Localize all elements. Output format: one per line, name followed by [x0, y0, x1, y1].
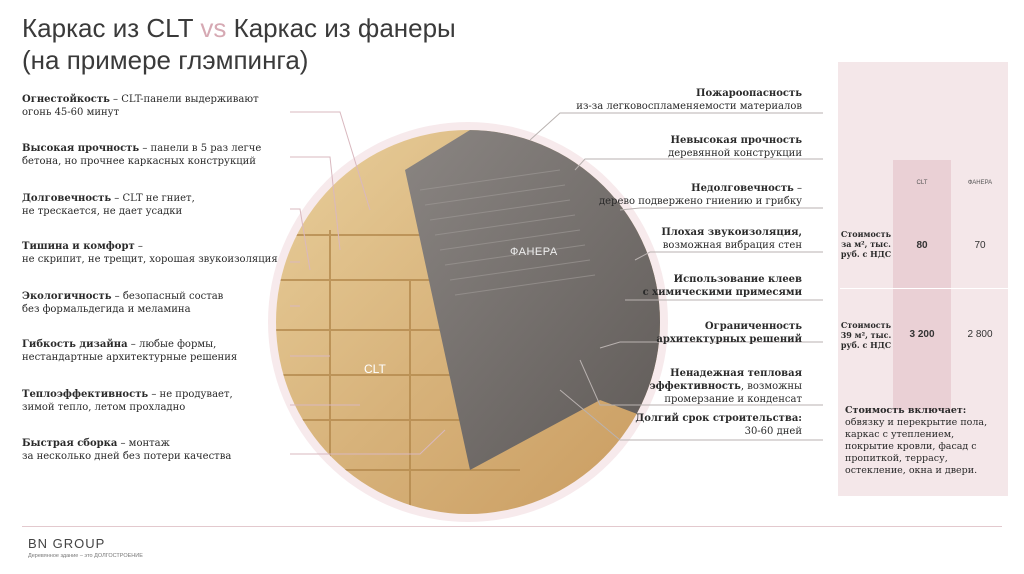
feature-high-strength: Высокая прочность – панели в 5 раз легче бетона, но прочнее каркасных конструкций	[22, 143, 262, 167]
feature-fire-hazard: Пожароопасность из-за легковоспламеняемости материалов	[576, 88, 802, 112]
feature-short-lifespan: Недолговечность – дерево подвержено гниению и грибку	[598, 183, 802, 207]
title-subtitle: (на примере глэмпинга)	[22, 45, 309, 75]
feature-glue-usage: Использование клеев с химическими примесями	[642, 274, 802, 298]
title-plywood: Каркас из фанеры	[233, 13, 456, 43]
row-cost-per-m2-clt: 80	[916, 240, 928, 251]
company-slogan: Деревянное здание – это ДОЛГОСТРОЕНИЕ	[28, 553, 143, 559]
feature-silence-comfort: Тишина и комфорт – не скрипит, не трещит, хорошая звукоизоляция	[22, 241, 278, 265]
header-plywood: ФАНЕРА	[967, 180, 993, 186]
feature-fast-assembly: Быстрая сборка – монтаж за несколько дней без потери качества	[22, 438, 232, 462]
row-cost-39m2-plywood: 2 800	[967, 329, 993, 340]
title-clt: Каркас из CLT	[22, 13, 194, 43]
table-divider	[840, 288, 1008, 289]
feature-low-strength: Невысокая прочность деревянной конструкции	[668, 135, 802, 159]
feature-ecology: Экологичность – безопасный состав без формальдегида и меламина	[22, 291, 224, 315]
title-vs: vs	[200, 13, 227, 43]
row-cost-per-m2-label: Стоимость за м², тыс. руб. с НДС	[840, 229, 892, 259]
feature-thermal-efficiency: Теплоэффективность – не продувает, зимой тепло, летом прохладно	[22, 389, 233, 413]
footer-divider	[22, 526, 1002, 527]
cost-includes-note: Стоимость включает: обвязку и перекрытие пола, каркас с утеплением, покрытие кровли, фасад с пропиткой, террасу, остекление, окна и двери.	[845, 405, 988, 476]
feature-fire-resistance: Огнестойкость – CLT-панели выдерживают огонь 45-60 минут	[22, 94, 259, 118]
feature-unreliable-thermal: Ненадежная тепловая эффективность, возможны промерзание и конденсат	[649, 368, 802, 405]
row-cost-39m2-clt: 3 200	[909, 329, 935, 340]
header-clt: CLT	[916, 180, 928, 186]
row-cost-per-m2-plywood: 70	[974, 240, 986, 251]
feature-poor-soundproofing: Плохая звукоизоляция, возможная вибрация стен	[661, 227, 802, 251]
clt-label: CLT	[364, 362, 386, 376]
feature-durability: Долговечность – CLT не гниет, не трескается, не дает усадки	[22, 193, 195, 217]
feature-long-construction: Долгий срок строительства: 30-60 дней	[635, 413, 802, 437]
row-cost-39m2-label: Стоимость 39 м², тыс. руб. с НДС	[840, 320, 892, 350]
feature-limited-architecture: Ограниченность архитектурных решений	[656, 321, 802, 345]
plywood-label: ФАНЕРА	[510, 246, 558, 258]
clt-column-highlight	[893, 160, 951, 410]
feature-design-flexibility: Гибкость дизайна – любые формы, нестандартные архитектурные решения	[22, 339, 238, 363]
company-logo: BN GROUP	[28, 536, 106, 551]
